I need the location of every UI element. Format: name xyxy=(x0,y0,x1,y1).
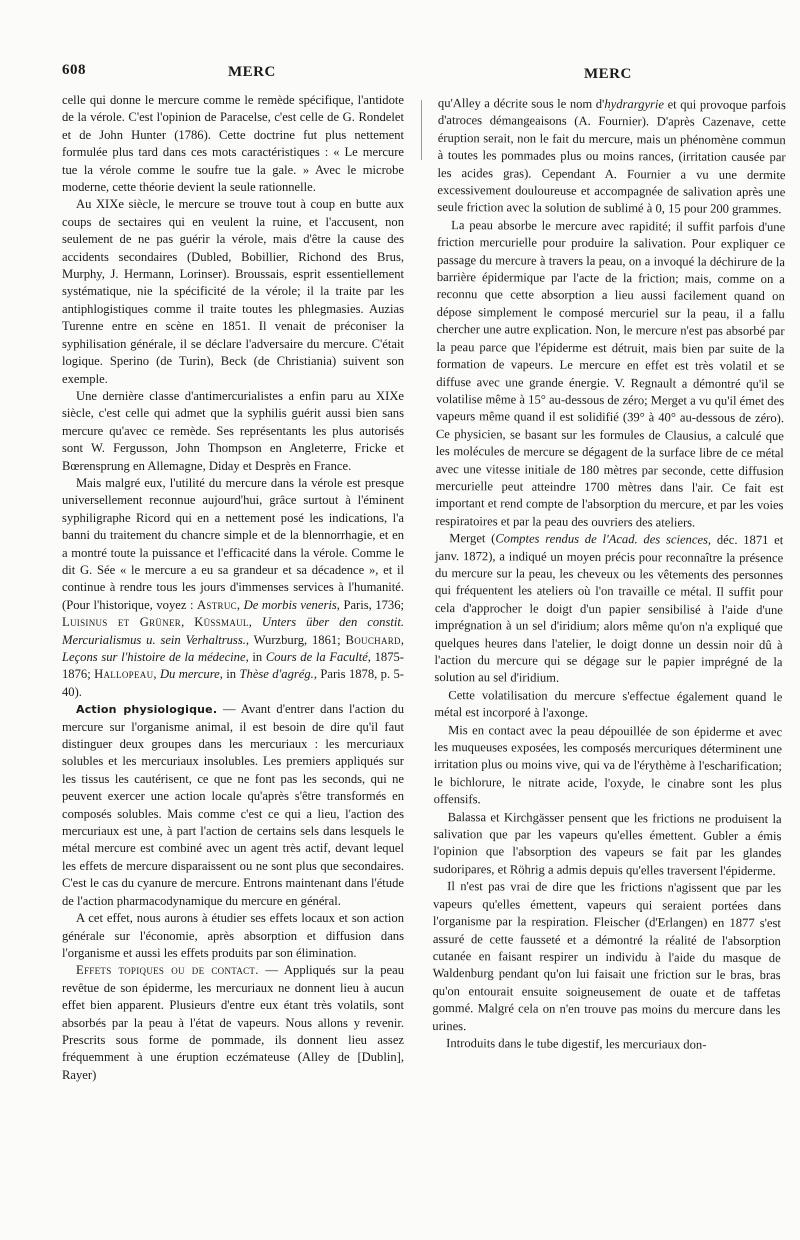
reference-detail: , in xyxy=(245,650,266,664)
reference-detail: , Paris 1878, p. 5-40). xyxy=(62,667,405,699)
paragraph-text: — Avant d'entrer dans l'action du mercure sur l'organisme animal, il est besoin de dire qu'il faut distinguer deux groupes dans les mercuriaux : les mercuriaux solubles et les mercuriaux insolubles. Les premiers appliqués sur les tissus les cautérisent, ce que ne font pas les seconds, qui ne peuvent exercer une action locale qu'après s'être transformés en composés solubles. Mais comme c'est ce qui a lieu, l'action des mercuriaux est une, à part l'action de certains sels dans lesquels le métal mercure est combiné avec un agent très actif, devant lequel les effets de mercure disparaissent ou ne sont plus que secondaires. C'est le cas du cyanure de mercure. Entrons maintenant dans l'étude de l'action pharmacodynamique du mercure en général. xyxy=(62,702,404,908)
paragraph: Au XIXe siècle, le mercure se trouve tout à coup en butte aux coups de sectaires qui en veulent la ruine, et l'accusent, non seulement de ne pas guérir la vérole, mais d'être la cause des accidents secondaires (Dubled, Bobillier, Richond des Brus, Murphy, J. Hermann, Lorinser). Broussais, esprit essentiellement systématique, nie la spécificité de la vérole; il la traite par les antiphlogistiques comme il traite toutes les phlegmasies. Auzias Turenne entre en scène en 1851. Il venait de préconiser la syphilisation générale, il se déclare l'adversaire du mercure. C'était logique. Sperino (de Turin), Beck (de Christiania) suivent son exemple. xyxy=(62,197,404,386)
paragraph-effets-topiques xyxy=(62,962,404,1084)
right-column xyxy=(432,95,786,1054)
work-source: Comptes rendus de l'Acad. des sciences xyxy=(495,531,709,547)
left-column xyxy=(62,92,404,1084)
paragraph: Introduits dans le tube digestif, les mercuriaux don- xyxy=(446,1036,707,1052)
running-head-left: MERC xyxy=(228,64,276,80)
page-number: 608 xyxy=(62,62,86,78)
reference-detail: , Wurzburg, 1861; xyxy=(245,632,341,647)
author-name: Astruc xyxy=(197,597,237,612)
author-name: Küssmaul xyxy=(194,615,249,630)
paragraph-text: , déc. 1871 et janv. 1872), a indiqué un moyen précis pour reconnaître la présence du mercure sur la peau, les cheveux ou les vêtements des personnes qui fréquentent les ateliers où l'on travaille ce métal. Il suffit pour cela d'approcher le doigt d'un papier sensibilisé à l'aide d'une imprégnation à un sel d'iridium; alors même qu'on n'a expliqué que quelques heures dans l'atelier, le doigt donne un dessin noir dû à l'action du mercure qui se dégage sur le papier imprégné de la solution au sel d'iridium. xyxy=(434,532,784,686)
paragraph-text: Mais malgré eux, l'utilité du mercure dans la vérole est presque universellement reconnue aujourd'hui, grâce surtout à l'éminent syphiligraphe Ricord qui en a nettement posé les indications, l'a banni du traitement du chancre simple et de la blennorrhagie, et en a montré toute la puissance et l'efficacité dans la vérole. Comme le dit G. Sée « le mercure a eu sa grandeur et sa décadence », et il continue à rendre tous les jours d'immenses services à l'humanité. (Pour l'historique, voyez : xyxy=(62,475,404,612)
paragraph: Il n'est pas vrai de dire que les frictions n'agissent que par les vapeurs qu'elles émettent, vapeurs qui seraient portées dans l'organisme par la respiration. Fleischer (d'Erlangen) en 1877 s'est assuré de cette fausseté et a démontré la réalité de l'absorption cutanée en faisant respirer un individu à l'aide du masque de Waldenburg pendant qu'on lui faisait une friction sur le bras, bras qu'on entourait ensuite soigneusement de ouate et de taffetas gommé. Malgré cela on n'en trouve pas moins du mercure dans les urines. xyxy=(432,879,782,1033)
work-title: Unters über den constit. Mercurialismus u. sein Verhaltruss. xyxy=(62,615,404,647)
reference-detail: , Paris, 1736; xyxy=(336,597,405,612)
work-source: Cours de la Faculté xyxy=(265,650,368,664)
paragraph: Cette volatilisation du mercure s'effectue également quand le métal est incorporé à l'axonge. xyxy=(434,687,783,721)
column-divider xyxy=(421,100,422,160)
running-head-right: MERC xyxy=(584,66,632,82)
paragraph-action-physiologique xyxy=(62,701,404,910)
work-title: De morbis veneris xyxy=(243,597,337,612)
paragraph-history: Mais malgré eux, l'utilité du mercure dans la vérole est presque universellement reconnue aujourd'hui, grâce surtout à l'éminent syphiligraphe Ricord qui en a nettement posé les indications, l'a banni du traitement du chancre simple et de la blennorrhagie, et en a montré toute la puissance et l'efficacité dans la vérole. Comme le dit G. Sée « le mercure a eu sa grandeur et sa décadence », et il continue à rendre tous les jours d'immenses services à l'humanité. (Pour l'historique, voyez : Astruc, De morbis veneris, Paris, 1736; Luisinus et Grüner, Küssmaul, Unters über den constit. Mercurialismus u. sein Verhaltruss., Wurzburg, 1861; Bouchard, Leçons sur l'histoire de la médecine, in Cours de la Faculté, 1875-1876; Hallopeau, Du mercure, in Thèse d'agrég., Paris 1878, p. 5-40). xyxy=(62,475,405,699)
author-name: Luisinus et Grüner xyxy=(62,615,182,630)
author-name: Bouchard xyxy=(345,632,401,647)
work-title: Du mercure xyxy=(159,667,220,682)
paragraph: La peau absorbe le mercure avec rapidité; il suffit parfois d'une friction mercurielle pour produire la salivation. Pour expliquer ce passage du mercure à travers la peau, on a invoqué la déchirure de la barrière épidermique par l'acte de la friction; mais, comme on a reconnu que cette absorption a lieu aussi facilement quand on dépose simplement le composé mercuriel sur la peau, il a fallu chercher une autre explication. Non, le mercure n'est pas absorbé par la peau parce que l'épiderme est détruit, mais bien par suite de la formation de vapeurs. Le mercure en effet est très volatil et se diffuse avec une grande énergie. V. Regnault a démontré qu'il se volatilise même à 15° au-dessous de zéro; Merget a vu qu'il émet des vapeurs même quand il est solidifié (39° à 40° au-dessous de zéro). Ce physicien, se basant sur les formules de Clausius, a calculé que les molécules de mercure se dégagent de la surface libre de ce métal avec une vitesse initiale de 180 mètres par seconde, cette diffusion mercurielle peut atteindre 1700 mètres dans l'air. Ce fait est important et rend compte de l'absorption du mercure, et par les voies respiratoires et par la peau des ouvriers des ateliers. xyxy=(435,217,786,530)
paragraph-hydrargyrie xyxy=(437,95,786,219)
paragraph: A cet effet, nous aurons à étudier ses effets locaux et son action générale sur l'économie, après absorption et diffusion dans l'organisme et aussi les effets produits par son élimination. xyxy=(62,911,404,960)
author-name: Hallopeau xyxy=(94,667,154,682)
section-heading: Effets topiques ou de contact. xyxy=(76,963,259,978)
reference-detail: , in xyxy=(219,667,240,682)
work-title: Leçons sur l'histoire de la médecine xyxy=(62,650,246,664)
term: hydrargyrie xyxy=(604,97,665,112)
work-source: Thèse d'agrég. xyxy=(239,667,314,682)
section-heading: Action physiologique. xyxy=(76,703,218,717)
paragraph: Une dernière classe d'antimercurialistes a enfin paru au XIXe siècle, c'est celle qui admet que la syphilis guérit aussi bien sans mercure qu'avec ce remède. Ses représentants les plus autorisés sont W. Fergusson, John Thompson en Angleterre, Fricke et Bœrensprung en Allemagne, Diday et Desprès en France. xyxy=(62,388,404,473)
paragraph-text: — Appliqués sur la peau revêtue de son épiderme, les mercuriaux ne donnent lieu à aucun effet bien apparent. Plusieurs d'entre eux étant très volatils, sont absorbés par la peau à l'état de vapeurs. Nous allons y revenir. Prescrits sous forme de pommade, ils donnent lieu assez fréquemment à une éruption eczémateuse (Alley de [Dublin], Rayer) xyxy=(62,963,405,1082)
paragraph-merget xyxy=(434,530,783,689)
paragraph: celle qui donne le mercure comme le remède spécifique, l'antidote de la vérole. C'est l'opinion de Paracelse, c'est celle de G. Rondelet et de John Hunter (1786). Cette doctrine fut plus nettement formulée plus tard dans ces mots caractéristiques : « Le mercure tue la vérole comme le soufre tue la gale. » Avec le microbe moderne, cette théorie devient la seule rationnelle. xyxy=(62,93,404,195)
reference-detail: , 1875-1876; xyxy=(62,650,404,682)
paragraph: Mis en contact avec la peau dépouillée de son épiderme et avec les muqueuses exposées, les composés mercuriques déterminent une irritation plus ou moins vive, qui va de l'érythème à l'escharification; le bichlorure, le nitrate acide, l'oxyde, le cinabre sont les plus offensifs. xyxy=(433,722,783,807)
paragraph-text: qu'Alley a décrite sous le nom d' xyxy=(437,95,605,112)
paragraph-text: et qui provoque parfois d'atroces démangeaisons (A. Fournier). D'après Cazenave, cette éruption serait, non le fait du mercure, mais un phénomène commun à toutes les pommades plus ou moins rances, (irritation causée par les acides gras). Cependant A. Fournier a vu une dermite excessivement douloureuse et accompagnée de salivation après une seule friction avec la solution de sublimé à 0, 15 pour 200 grammes. xyxy=(437,97,787,217)
paragraph: Balassa et Kirchgässer pensent que les frictions ne produisent la salivation que par les vapeurs qu'elles émettent. Gubler a émis l'opinion que l'absorption des vapeurs se fait par les glandes sudoripares, et Röhrig a admis depuis qu'elles traversent l'épiderme. xyxy=(433,809,782,878)
paragraph-text: Merget ( xyxy=(449,531,496,546)
